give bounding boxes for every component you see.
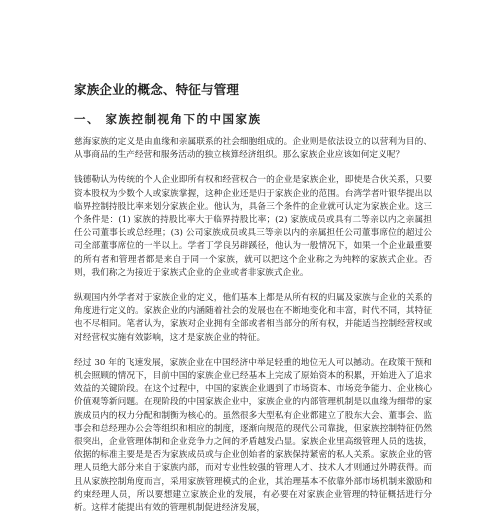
document-title: 家族企业的概念、特征与管理 — [74, 82, 240, 97]
paragraph-3: 纵观国内外学者对于家族企业的定义，他们基本上都是从所有权的归属及家族与企业的关系的角度进行定义的。家族企业的内涵随着社会的发展也在不断地变化和丰富，时代不同，其特征也不尽相同。笔者认为，家族对企业拥有全部或者相当部分的所有权，并能适当控制经营权或对经营权实施有效影响，这才是家族企业的特征。 — [74, 293, 432, 343]
document-body — [74, 136, 432, 527]
paragraph-2: 钱德勒认为传统的个人企业即所有权和经营权合一的企业是家族企业，即使是合伙关系，只要资本股权为少数个人或家族掌握，这种企业还是归于家族企业的范围。台湾学者叶银华提出以临界控制持股比率来划分家族企业。他认为，具备三个条件的企业就可认定为家族企业。这三个条件是：(1) 家族的持股比率大于临界持股比率；(2) 家族成员或具有二等亲以内之亲属担任公司董事长或总经理；(3) 公司家族成员或具三等亲以内的亲属担任公司董事席位的超过公司全部董事席位的一半以上。学者丁学良另辟蹊径，他认为一般情况下，如果一个企业最重要的所有者和管理者都是来自于同一个家族，就可以把这个企业称之为纯粹的家族式企业。否则，我们称之为接近于家族式企业的企业或者非家族式企业。 — [74, 175, 432, 278]
section-heading: 一、 家族控制视角下的中国家族 — [74, 112, 262, 126]
paragraph-1: 慈海家族的定义是由血缘和亲属联系的社会细胞组成的。企业则是依法设立的以营利为目的、从事商品的生产经营和服务活动的独立核算经济组织。那么家族企业应该如何定义呢？ — [74, 137, 432, 161]
paragraph-4: 经过 30 年的飞速发展，家族企业在中国经济中举足轻重的地位无人可以撼动。在政策干预和机会照顾的情况下，目前中国的家族企业已经基本上完成了原始资本的积累，开始进入了追求效益的关键阶段。在这个过程中，中国的家族企业遇到了市场资本、市场竞争能力、企业核心价值观等新问题。在现阶段的中国家族企业中，家族企业的内部管理机制是以血缘为细带的家族成员内的权力分配和制衡为核心的。虽然很多大型私有企业都建立了股东大会、董事会、监事会和总经理办公会等组织和相应的制度，逐渐向规范的现代公司靠拢，但家族控制特征仍然很突出，企业管理体制和企业竞争力之间的矛盾越发凸显。家族企业里高级管理人员的选拔，依据的标准主要是是否为家族成员或与企业创始者的家族保持紧密的私人关系。家族企业的管理人员绝大部分来自于家族内部，而对专业性较强的管理人才、技术人才则通过外聘获得。而且从家族控制角度而言，采用家族管理模式的企业，其治理基本不依靠外部市场机制来激励和约束经理人员，所以要想建立家族企业的发展，有必要在对家族企业管理的特征概括进行分析。这样才能提出有效的管理机制促进经济发展， — [74, 357, 432, 514]
